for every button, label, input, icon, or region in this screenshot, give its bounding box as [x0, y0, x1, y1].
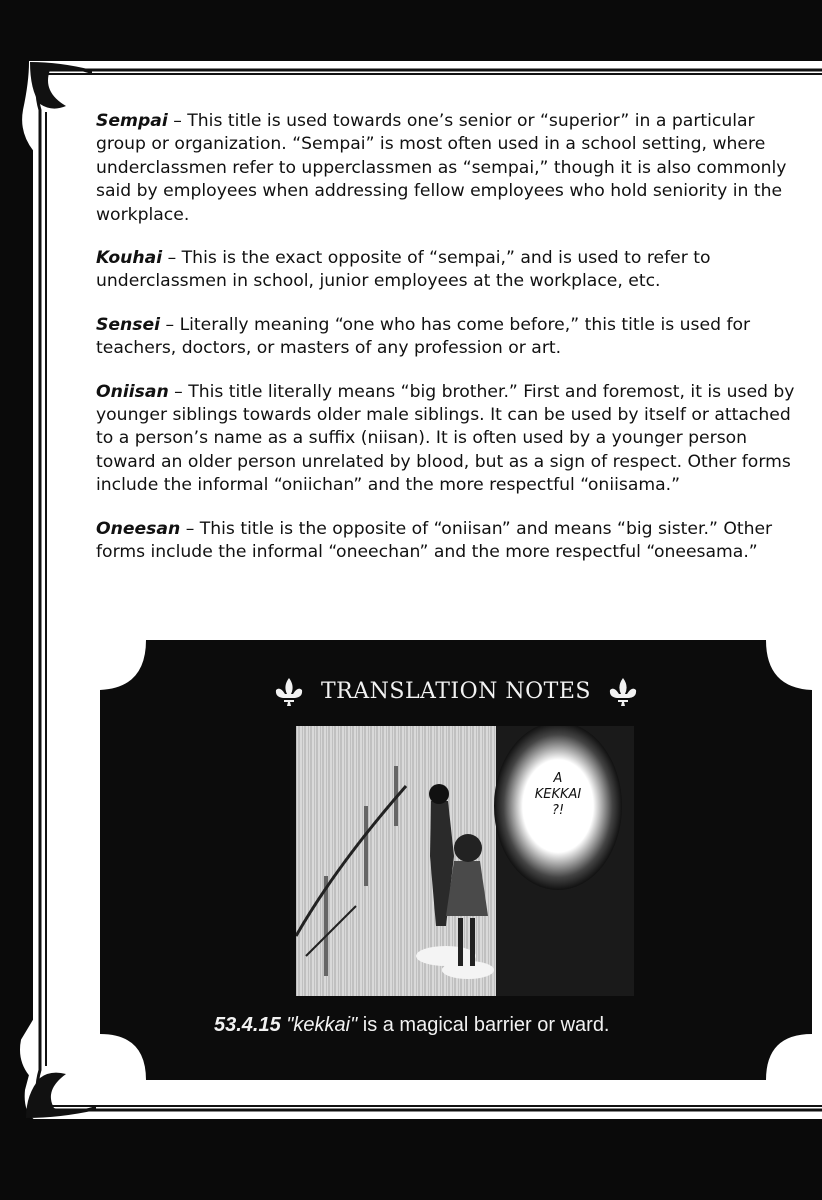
- manga-panel-image: [296, 726, 634, 996]
- glossary-entry-kouhai: [96, 247, 808, 294]
- glossary: [96, 110, 808, 585]
- speech-line-3: ?!: [551, 803, 565, 818]
- term-sempai: Sempai: [96, 111, 168, 131]
- translation-notes-title: [100, 672, 812, 712]
- translation-notes-label: TRANSLATION NOTES: [321, 679, 591, 704]
- term-oniisan: Oniisan: [96, 381, 169, 402]
- glossary-entry-oniisan: [96, 381, 808, 498]
- definition-oneesan: – This title is the opposite of “oniisan” and means “big sister.” Other forms include the informal “oneechan” and the more respectful “oneesama.”: [96, 518, 773, 563]
- definition-oniisan: – This title literally means “big brother.” First and foremost, it is used by younger siblings towards older male siblings. It can be used by itself or attached to a person’s name as a suffix (niisan). It is often used by a younger person toward an older person unrelated by blood, but as a sign of respect. Other forms include the informal “oniichan” and the more respectful “oniisama.”: [96, 381, 795, 496]
- term-sensei: Sensei: [96, 314, 161, 335]
- note-keyword: "kekkai": [286, 1014, 358, 1036]
- speech-line-2: KEKKAI: [534, 787, 582, 802]
- note-number: 53.4.15: [214, 1014, 281, 1036]
- term-kouhai: Kouhai: [96, 248, 163, 269]
- glossary-entry-sempai: [96, 110, 808, 227]
- fleur-de-lis-icon: [274, 676, 304, 708]
- glossary-entry-sensei: [96, 314, 808, 361]
- definition-sempai: – This title is used towards one’s senior or “superior” in a particular group or organization. “Sempai” is most often used in a school setting, where underclassmen refer to upperclassmen as “sempai,” though it is also commonly said by employees when addressing fellow employees who hold seniority in the workplace.: [96, 111, 787, 225]
- term-oneesan: Oneesan: [96, 518, 181, 539]
- glossary-entry-oneesan: [96, 518, 808, 565]
- note-text: is a magical barrier or ward.: [357, 1014, 610, 1036]
- definition-kouhai: – This is the exact opposite of “sempai,” and is used to refer to underclassmen in school, junior employees at the workplace, etc.: [96, 248, 711, 292]
- translation-note: [214, 1010, 774, 1040]
- definition-sensei: – Literally meaning “one who has come before,” this title is used for teachers, doctors, or masters of any profession or art.: [96, 314, 751, 359]
- speech-line-1: A: [553, 771, 563, 786]
- fleur-de-lis-icon: [608, 676, 638, 708]
